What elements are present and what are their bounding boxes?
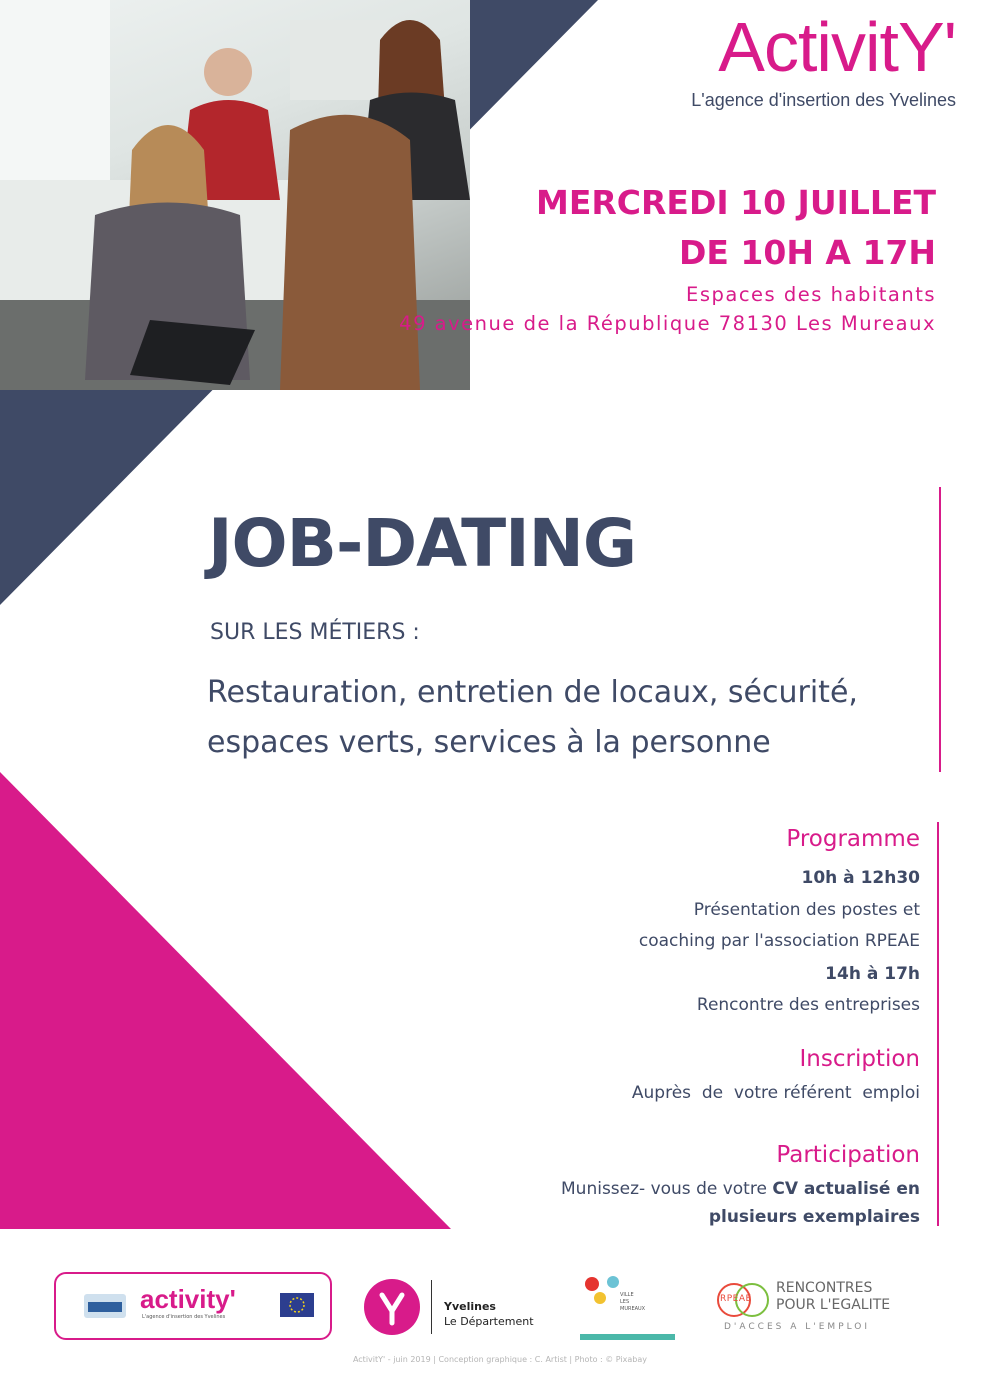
- inscription-heading: Inscription: [799, 1046, 920, 1072]
- programme-heading: Programme: [786, 826, 920, 852]
- footer-credit: ActivitY' - juin 2019 | Conception graphique : C. Artist | Photo : © Pixabay: [352, 1355, 648, 1364]
- activity-logo: [691, 10, 956, 111]
- rpeae-logo: [716, 1276, 770, 1326]
- rpeae-letters: RPEAE: [720, 1294, 752, 1304]
- eu-stars-icon: [280, 1293, 314, 1317]
- les-mureaux-logo: [580, 1272, 675, 1342]
- participation-text-line2: plusieurs exemplaires: [708, 1207, 920, 1227]
- pole-emploi-mark: [84, 1294, 126, 1318]
- participation-heading: Participation: [776, 1142, 920, 1168]
- event-date-line2: DE 10H A 17H: [678, 233, 936, 272]
- jobs-list: [207, 668, 858, 768]
- window-left: [0, 0, 110, 200]
- divider-line-top: [939, 487, 941, 772]
- event-date-line1: MERCREDI 10 JUILLET: [536, 183, 936, 222]
- participation-text-line1: [561, 1179, 920, 1199]
- divider-line-bottom: [937, 822, 939, 1226]
- inscription-text: Auprès de votre référent emploi: [631, 1083, 920, 1103]
- event-street-address: 49 avenue de la République 78130 Les Mureaux: [399, 312, 936, 335]
- les-mureaux-line1: VILLE: [620, 1292, 634, 1298]
- footer-activity-logo: activity': [140, 1284, 236, 1314]
- jobs-line1: Restauration, entretien de locaux, sécurité,: [207, 675, 858, 710]
- yvelines-y-mark: [364, 1279, 420, 1335]
- yvelines-line1: Yvelines: [444, 1300, 496, 1313]
- yvelines-divider: [431, 1280, 432, 1334]
- magenta-triangle: [0, 772, 451, 1229]
- programme-slot1-time: 10h à 12h30: [801, 868, 920, 888]
- rpeae-line1: RENCONTRES: [776, 1280, 873, 1296]
- pole-emploi-logo: [84, 1294, 126, 1318]
- les-mureaux-line3: MUREAUX: [620, 1306, 646, 1312]
- yvelines-line2: Le Département: [444, 1315, 534, 1328]
- rpeae-line2: POUR L'EGALITE: [776, 1297, 891, 1313]
- page-title: JOB-DATING: [208, 505, 637, 582]
- event-address: [399, 280, 936, 338]
- yvelines-y-icon: [364, 1279, 420, 1335]
- programme-slot2-time: 14h à 17h: [825, 964, 920, 984]
- jobs-subtitle: SUR LES MÉTIERS :: [210, 620, 420, 645]
- participation-text-bold: CV actualisé en: [772, 1179, 920, 1199]
- participation-text-normal: Munissez- vous de votre: [561, 1179, 773, 1199]
- programme-slot2-desc: Rencontre des entreprises: [696, 995, 920, 1015]
- event-date: [536, 178, 936, 278]
- programme-slot1-desc1: Présentation des postes et: [693, 900, 920, 920]
- person-foreground-hair: [280, 115, 420, 390]
- event-venue: Espaces des habitants: [686, 283, 936, 306]
- eu-flag-icon: [280, 1293, 314, 1317]
- brand-name: ActivitY': [718, 8, 956, 86]
- rpeae-text: [776, 1280, 890, 1314]
- brand-tagline: L'agence d'insertion des Yvelines: [691, 90, 956, 110]
- les-mureaux-text: [620, 1292, 645, 1313]
- rpeae-line3: D'ACCES A L'EMPLOI: [724, 1322, 871, 1332]
- programme-slot1-desc2: coaching par l'association RPEAE: [638, 931, 920, 951]
- person-man-head: [204, 48, 252, 96]
- footer-activity-tagline: L'agence d'insertion des Yvelines: [142, 1314, 226, 1320]
- les-mureaux-line2: LES: [620, 1299, 630, 1305]
- jobs-line2: espaces verts, services à la personne: [207, 725, 771, 760]
